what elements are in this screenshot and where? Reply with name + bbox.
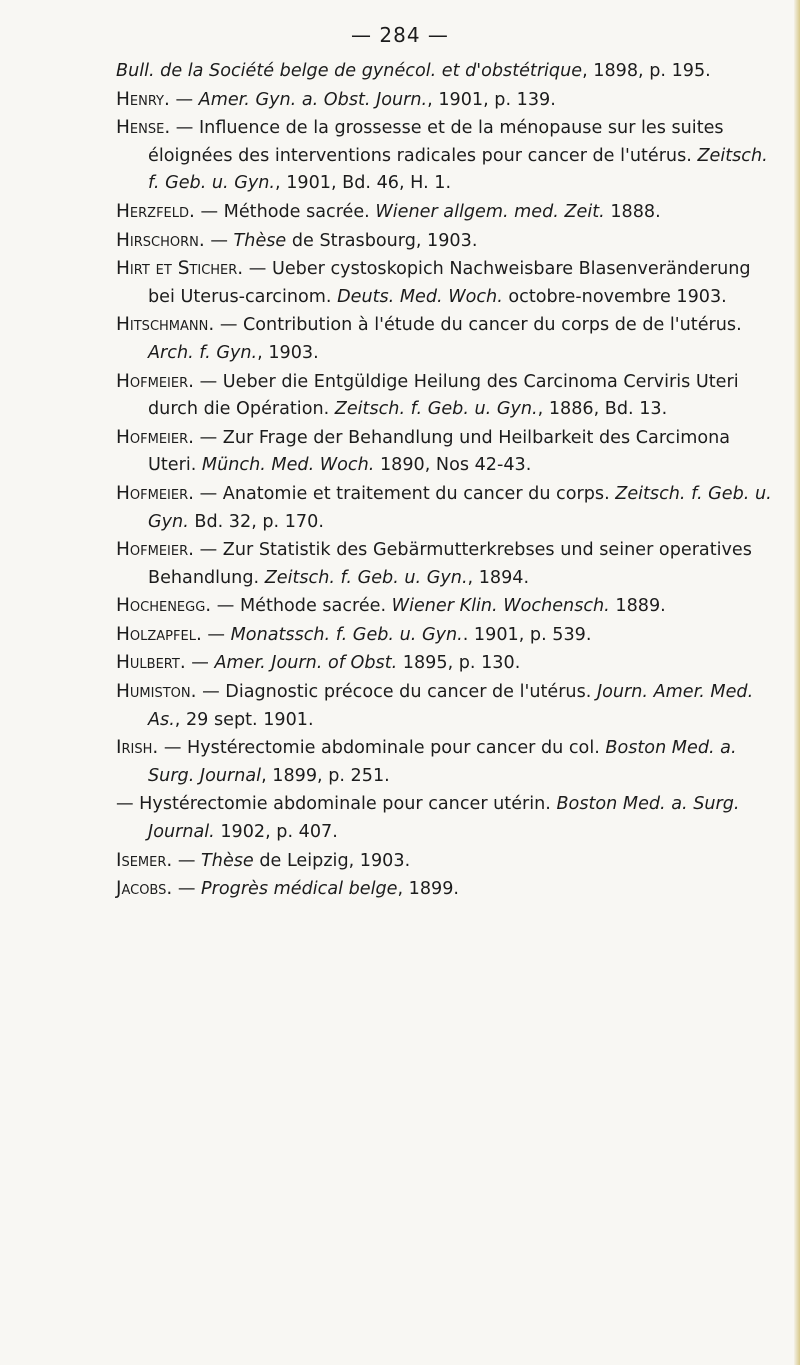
entry-details: . 1901, p. 539. xyxy=(462,624,592,645)
entry-text: — Contribution à l'étude du cancer du corps de de l'utérus. xyxy=(214,315,742,336)
entry-source: Zeitsch. f. Geb. u. Gyn. xyxy=(148,145,768,194)
entry-text: Bull. de la Société belge de gynécol. et d'obstétrique xyxy=(116,61,583,81)
entry-text: — xyxy=(201,624,231,645)
entry-details: de Leipzig, 1903. xyxy=(253,850,411,871)
entry-details: de Strasbourg, 1903. xyxy=(286,230,478,251)
reference-entry xyxy=(116,678,776,734)
entry-author: Hense. xyxy=(116,117,171,139)
entry-details: , 29 sept. 1901. xyxy=(174,709,314,730)
entry-text: — xyxy=(185,653,215,674)
entry-author: Hirt et Sticher. xyxy=(116,258,244,280)
entry-source: Zeitsch. f. Geb. u. Gyn. xyxy=(148,483,772,532)
entry-source: Wiener allgem. med. Zeit. xyxy=(375,201,605,222)
entry-text: — Méthode sacrée. xyxy=(211,596,392,617)
entry-author: Humiston. xyxy=(116,681,197,703)
entry-text: — Zur Frage der Behandlung und Heilbarkeit des Carcimona Uteri. xyxy=(148,427,731,476)
entry-text: — Méthode sacrée. xyxy=(194,201,376,222)
reference-entry xyxy=(116,198,776,227)
reference-entry xyxy=(116,621,776,650)
entry-source: Amer. Gyn. a. Obst. Journ. xyxy=(198,89,428,110)
entry-details: 1895, p. 130. xyxy=(397,653,521,674)
reference-list xyxy=(116,58,776,904)
reference-entry xyxy=(116,227,776,256)
entry-author: Jacobs. xyxy=(116,878,173,900)
entry-author: Hulbert. xyxy=(116,652,186,674)
entry-details: 1889. xyxy=(609,596,666,617)
entry-source: Deuts. Med. Woch. xyxy=(337,286,503,307)
entry-source: Monatssch. f. Geb. u. Gyn. xyxy=(230,624,463,645)
entry-source: Arch. f. Gyn. xyxy=(148,342,258,363)
entry-text: — xyxy=(172,879,202,900)
entry-details: , 1903. xyxy=(257,342,319,363)
reference-entry xyxy=(116,790,776,846)
entry-author: Irish. xyxy=(116,737,159,759)
entry-author: Hochenegg. xyxy=(116,595,212,617)
entry-details: 1890, Nos 42-43. xyxy=(374,455,532,476)
entry-details: , 1886, Bd. 13. xyxy=(537,399,668,420)
entry-text: — xyxy=(204,230,234,251)
reference-entry xyxy=(116,86,776,115)
reference-entry xyxy=(116,847,776,876)
entry-author: Hofmeier. xyxy=(116,482,195,504)
entry-text: — Anatomie et traitement du cancer du corps. xyxy=(194,483,616,504)
reference-entry xyxy=(116,734,776,790)
entry-details: octobre-novembre 1903. xyxy=(502,286,727,307)
page-edge xyxy=(794,0,800,1365)
reference-entry xyxy=(116,368,776,424)
entry-text: — Hystérectomie abdominale pour cancer du col. xyxy=(158,738,606,759)
reference-entry xyxy=(116,480,776,536)
page-number: — 284 — xyxy=(351,23,449,47)
entry-text: — Ueber die Entgüldige Heilung des Carcinoma Cerviris Uteri durch die Opération. xyxy=(148,371,739,420)
entry-details: 1902, p. 407. xyxy=(214,822,338,843)
entry-details: , 1894. xyxy=(467,567,530,588)
entry-source: Boston Med. a. Surg. Journal. xyxy=(148,794,740,843)
reference-entry xyxy=(116,536,776,592)
entry-source: Münch. Med. Woch. xyxy=(201,455,375,476)
entry-details: , 1899. xyxy=(397,879,460,900)
entry-text: — Zur Statistik des Gebärmutterkrebses und seiner operatives Behandlung. xyxy=(148,540,752,588)
entry-text: — xyxy=(172,850,202,871)
reference-entry xyxy=(116,114,776,198)
entry-source: Amer. Journ. of Obst. xyxy=(214,653,398,674)
entry-source: Wiener Klin. Wochensch. xyxy=(391,596,610,617)
reference-entry xyxy=(116,592,776,621)
entry-text: — Ueber cystoskopich Nachweisbare Blasenveränderung bei Uterus-carcinom. xyxy=(148,259,751,307)
entry-text: — Hystérectomie abdominale pour cancer utérin. xyxy=(116,794,557,815)
entry-author: Holzapfel. xyxy=(116,623,202,645)
entry-details: , 1901, Bd. 46, H. 1. xyxy=(275,173,452,194)
entry-details: , 1899, p. 251. xyxy=(261,765,390,786)
entry-source: Boston Med. a. Surg. Journal xyxy=(148,738,737,786)
entry-text: — xyxy=(169,89,199,110)
entry-text: — Influence de la grossesse et de la ménopause sur les suites éloignées des interventions radicales pour cancer de l'utérus. xyxy=(148,118,724,166)
reference-entry xyxy=(116,424,776,480)
entry-source: Thèse xyxy=(233,230,287,251)
entry-details: 1888. xyxy=(604,201,661,222)
reference-entry xyxy=(116,255,776,311)
entry-text: — Diagnostic précoce du cancer de l'utérus. xyxy=(196,682,597,703)
entry-author: Hitschmann. xyxy=(116,314,215,336)
entry-source: Zeitsch. f. Geb. u. Gyn. xyxy=(334,399,538,420)
entry-source: Progrès médical belge xyxy=(201,879,398,900)
entry-author: Hofmeier. xyxy=(116,426,195,448)
entry-source: Journ. Amer. Med. As. xyxy=(148,682,754,730)
reference-entry xyxy=(116,649,776,678)
entry-author: Henry. xyxy=(116,88,170,110)
entry-details: , 1898, p. 195. xyxy=(582,61,711,81)
entry-details: Bd. 32, p. 170. xyxy=(188,511,324,532)
reference-entry xyxy=(116,58,776,86)
entry-author: Isemer. xyxy=(116,849,173,871)
reference-entry xyxy=(116,311,776,367)
entry-author: Hirschorn. xyxy=(116,229,205,251)
entry-source: Thèse xyxy=(201,850,254,871)
reference-entry xyxy=(116,875,776,904)
entry-source: Zeitsch. f. Geb. u. Gyn. xyxy=(264,567,468,588)
entry-author: Herzfeld. xyxy=(116,200,195,222)
entry-details: , 1901, p. 139. xyxy=(427,89,556,110)
entry-author: Hofmeier. xyxy=(116,370,195,392)
entry-author: Hofmeier. xyxy=(116,539,195,561)
